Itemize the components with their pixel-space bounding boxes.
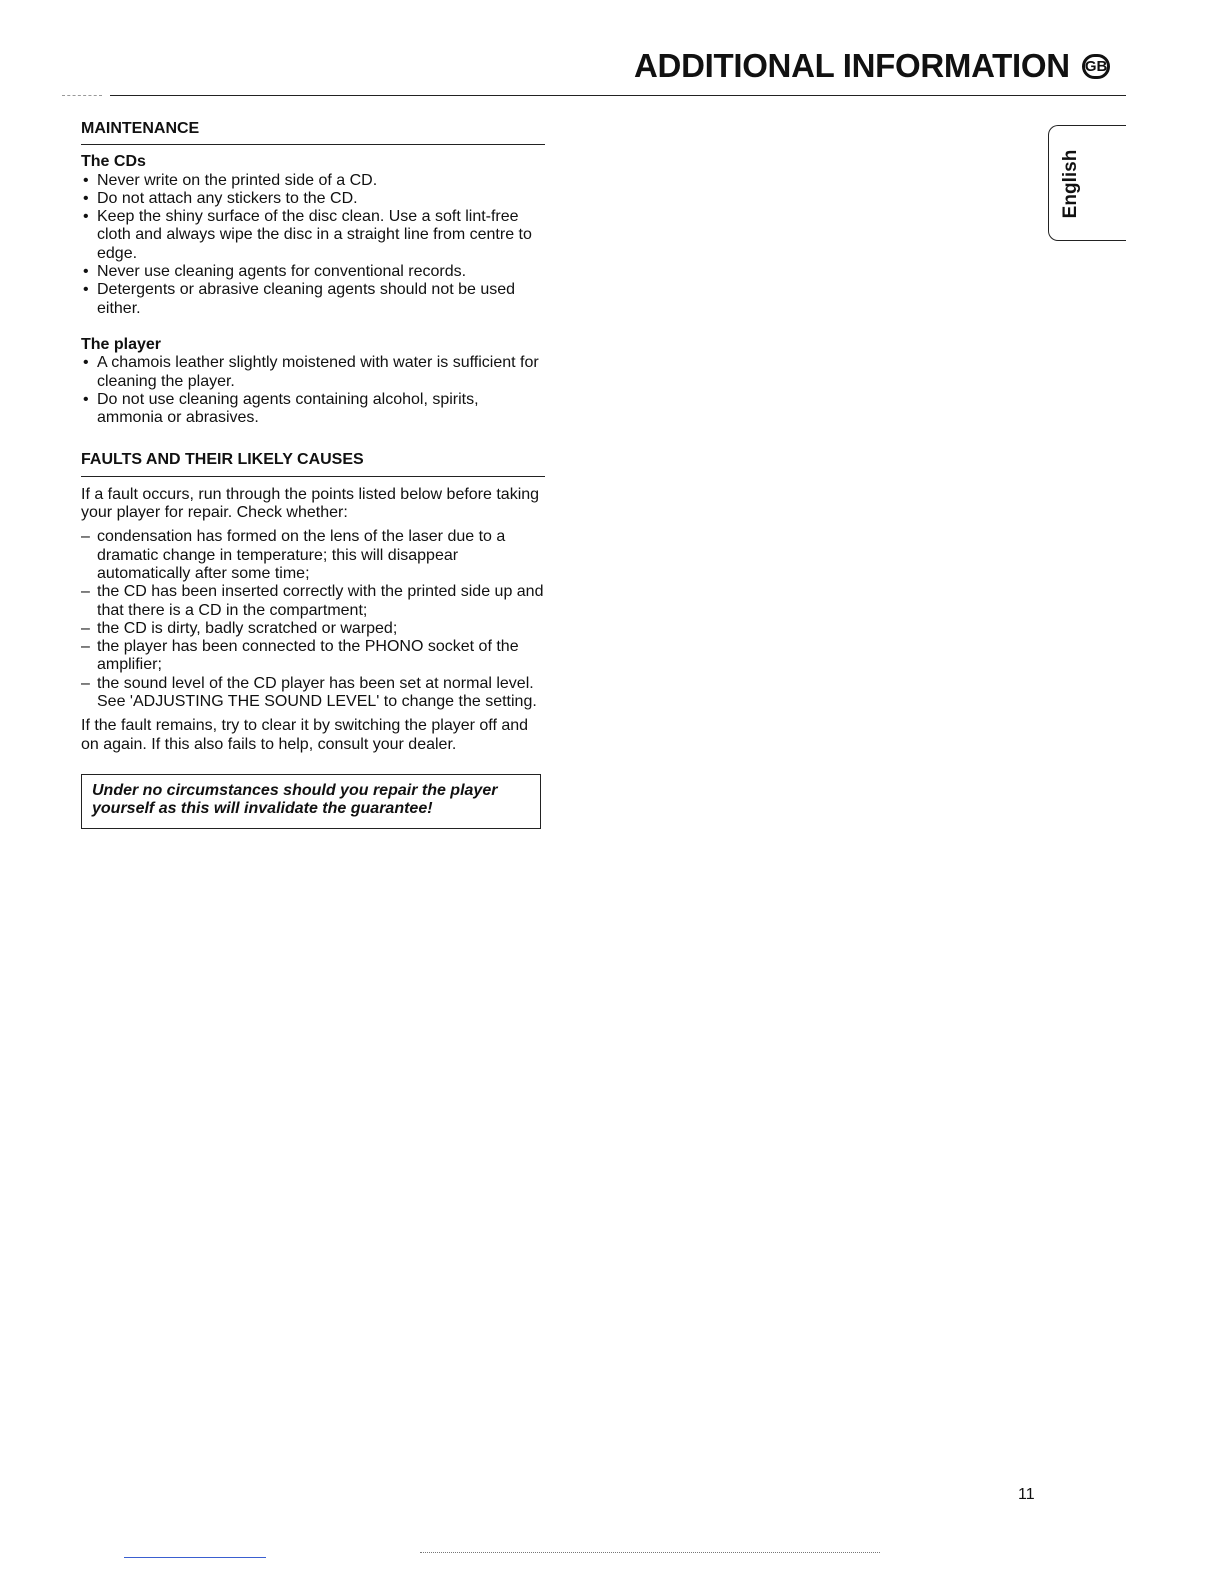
list-item: • Never write on the printed side of a CD. bbox=[81, 172, 545, 190]
faults-outro: If the fault remains, try to clear it by switching the player off and on again. If this also fails to help, consult your dealer. bbox=[81, 717, 529, 753]
list-item: • Do not attach any stickers to the CD. bbox=[81, 190, 545, 208]
player-list bbox=[81, 354, 545, 427]
list-item: – the sound level of the CD player has been set at normal level. See 'ADJUSTING THE SOUND LEVEL' to change the setting. bbox=[81, 675, 545, 712]
header-rule-stub bbox=[62, 95, 102, 96]
country-code-badge: GB bbox=[1082, 54, 1111, 79]
list-item: – the CD is dirty, badly scratched or warped; bbox=[81, 620, 545, 638]
cds-list bbox=[81, 172, 545, 318]
page-number: 11 bbox=[1018, 1486, 1035, 1503]
list-item: – the player has been connected to the PHONO socket of the amplifier; bbox=[81, 638, 545, 675]
list-item: • Do not use cleaning agents containing alcohol, spirits, ammonia or abrasives. bbox=[81, 391, 545, 428]
player-subheading: The player bbox=[81, 335, 162, 353]
list-item: • Never use cleaning agents for conventional records. bbox=[81, 263, 545, 281]
page-header bbox=[634, 44, 1108, 88]
list-item: • A chamois leather slightly moistened with water is sufficient for cleaning the player. bbox=[81, 354, 545, 391]
faults-list bbox=[81, 528, 545, 711]
faults-heading: FAULTS AND THEIR LIKELY CAUSES bbox=[81, 451, 545, 476]
cds-subheading: The CDs bbox=[81, 153, 146, 171]
list-item: – condensation has formed on the lens of the laser due to a dramatic change in temperature; this will disappear automatically after some time; bbox=[81, 528, 545, 583]
header-rule bbox=[110, 95, 1126, 96]
maintenance-heading: MAINTENANCE bbox=[81, 120, 545, 145]
main-content bbox=[81, 120, 545, 829]
list-item: • Keep the shiny surface of the disc clean. Use a soft lint-free cloth and always wipe the disc in a straight line from centre to edge. bbox=[81, 208, 545, 263]
page-title: ADDITIONAL INFORMATION bbox=[634, 47, 1070, 84]
language-tab bbox=[1048, 125, 1126, 241]
faults-intro: If a fault occurs, run through the points listed below before taking your player for repair. Check whether: bbox=[81, 485, 540, 522]
scan-artifact-noise bbox=[420, 1552, 880, 1553]
language-label: English bbox=[1060, 149, 1081, 219]
list-item: – the CD has been inserted correctly with the printed side up and that there is a CD in the compartment; bbox=[81, 583, 545, 620]
list-item: • Detergents or abrasive cleaning agents should not be used either. bbox=[81, 281, 545, 318]
scan-artifact-line bbox=[124, 1557, 266, 1558]
warning-box: Under no circumstances should you repair the player yourself as this will invalidate the guarantee! bbox=[81, 774, 541, 829]
